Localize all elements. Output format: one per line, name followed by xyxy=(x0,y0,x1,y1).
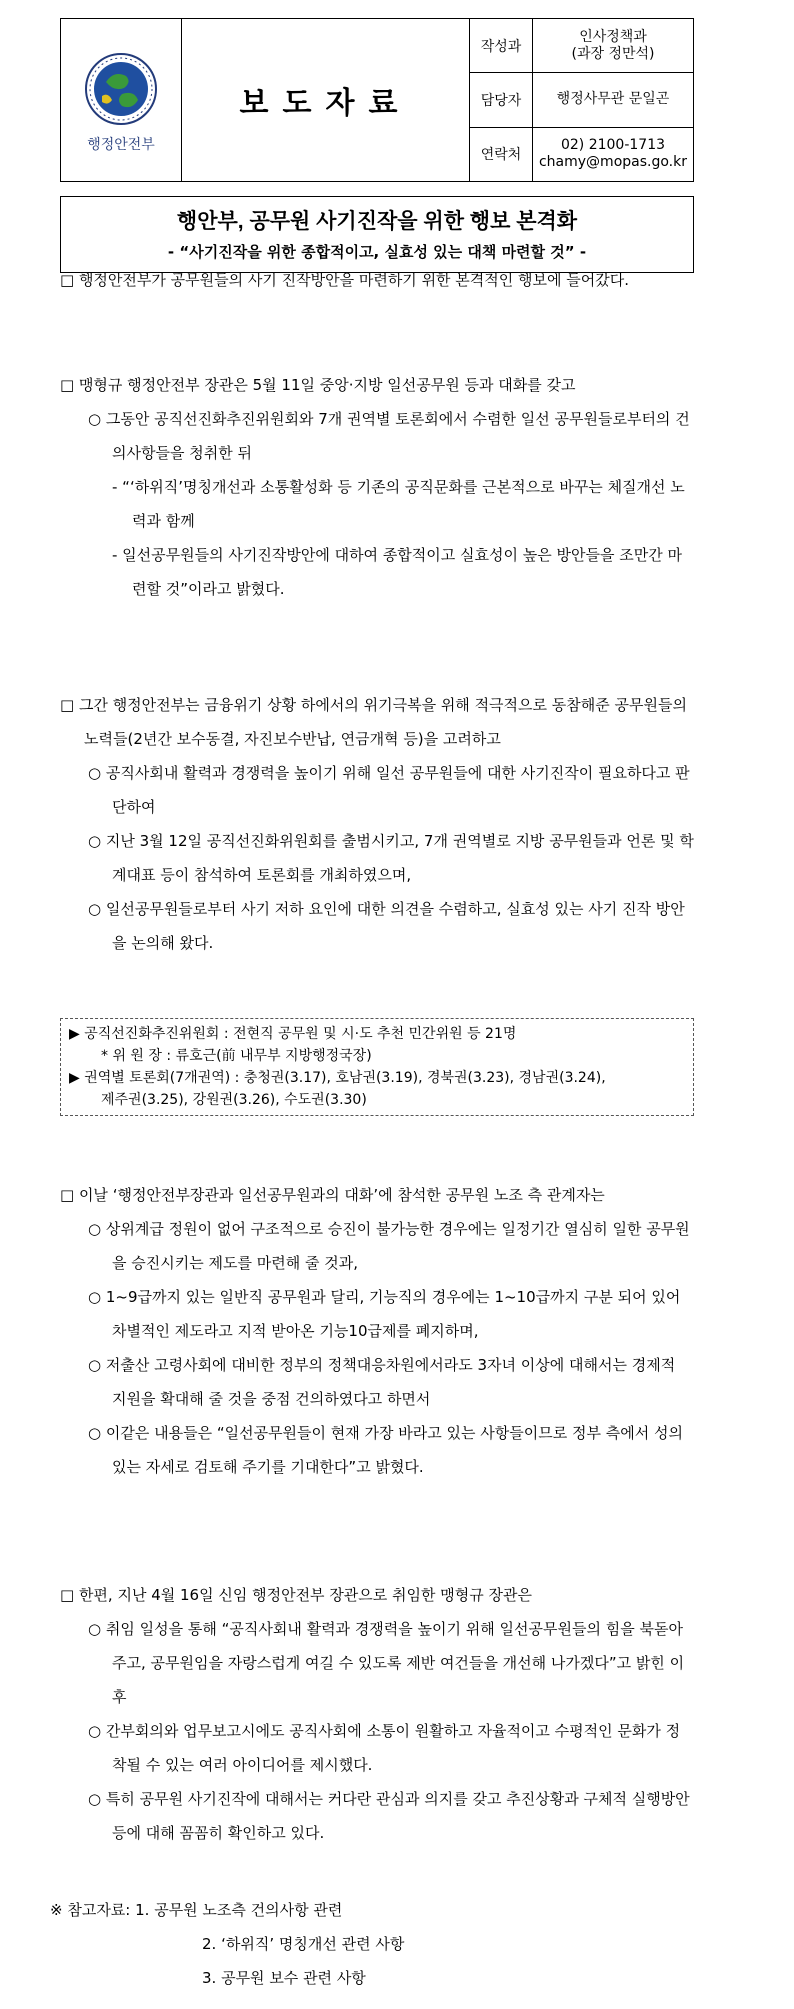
note-line: ▶ 공직선진화추진위원회 : 전현직 공무원 및 시·도 추천 민간위원 등 21명 xyxy=(69,1026,517,1042)
contact-info-value: 02) 2100-1713 chamy@mopas.go.kr xyxy=(533,127,694,181)
headline-box xyxy=(60,196,694,273)
paragraph: ○ 특히 공무원 사기진작에 대해서는 커다란 관심과 의지를 갖고 추진상황과 구체적 실행방안 등에 대해 꼼꼼히 확인하고 있다. xyxy=(88,1790,690,1842)
section-5 xyxy=(60,1578,694,1850)
paragraph: ○ 1~9급까지 있는 일반직 공무원과 달리, 기능직의 경우에는 1~10급까지 구분 되어 있어 차별적인 제도라고 지적 받아온 기능10급제를 폐지하며, xyxy=(88,1288,681,1340)
paragraph: □ 그간 행정안전부는 금융위기 상황 하에서의 위기극복을 위해 적극적으로 동참해준 공무원들의 노력들(2년간 보수동결, 자진보수반납, 연금개혁 등)을 고려하고 xyxy=(60,696,687,748)
document-title: 보도자료 xyxy=(182,19,470,182)
paragraph: - 일선공무원들의 사기진작방안에 대하여 종합적이고 실효성이 높은 방안들을 조만간 마련할 것”이라고 밝혔다. xyxy=(112,546,682,598)
paragraph: ○ 공직사회내 활력과 경쟁력을 높이기 위해 일선 공무원들에 대한 사기진작이 필요하다고 판단하여 xyxy=(88,764,690,816)
reference-item: 2. ‘하위직’ 명칭개선 관련 사항 xyxy=(202,1935,405,1953)
references xyxy=(50,1893,710,1995)
headline: 행안부, 공무원 사기진작을 위한 행보 본격화 xyxy=(176,210,578,233)
contact-person-value: 행정사무관 문일곤 xyxy=(533,73,694,127)
org-name: 행정안전부 xyxy=(87,137,155,153)
header-table xyxy=(60,18,694,182)
paragraph: □ 한편, 지난 4월 16일 신임 행정안전부 장관으로 취임한 맹형규 장관은 xyxy=(60,1586,532,1604)
section-1 xyxy=(60,263,694,297)
paragraph: ○ 그동안 공직선진화추진위원회와 7개 권역별 토론회에서 수렴한 일선 공무원들로부터의 건의사항들을 청취한 뒤 xyxy=(88,410,690,462)
reference-item: 3. 공무원 보수 관련 사항 xyxy=(202,1969,366,1987)
author-dept-value: 인사정책과 (과장 정만석) xyxy=(533,19,694,73)
section-3 xyxy=(60,688,694,960)
paragraph: - “‘하위직’명칭개선과 소통활성화 등 기존의 공직문화를 근본적으로 바꾸는 체질개선 노력과 함께 xyxy=(112,478,685,530)
section-2 xyxy=(60,368,694,606)
reference-lead: ※ 참고자료: 1. 공무원 노조측 건의사항 관련 xyxy=(50,1901,343,1919)
ministry-logo-icon xyxy=(84,52,158,126)
paragraph: ○ 저출산 고령사회에 대비한 정부의 정책대응차원에서라도 3자녀 이상에 대해서는 경제적 지원을 확대해 줄 것을 중점 건의하였다고 하면서 xyxy=(88,1356,676,1408)
paragraph: □ 행정안전부가 공무원들의 사기 진작방안을 마련하기 위한 본격적인 행보에 들어갔다. xyxy=(60,271,630,289)
note-line: 제주권(3.25), 강원권(3.26), 수도권(3.30) xyxy=(101,1092,367,1108)
note-line: * 위 원 장 : 류호근(前 내무부 지방행정국장) xyxy=(101,1048,372,1064)
paragraph: ○ 일선공무원들로부터 사기 저하 요인에 대한 의견을 수렴하고, 실효성 있는 사기 진작 방안을 논의해 왔다. xyxy=(88,900,685,952)
paragraph: ○ 취임 일성을 통해 “공직사회내 활력과 경쟁력을 높이기 위해 일선공무원들의 힘을 북돋아 주고, 공무원임을 자랑스럽게 여길 수 있도록 제반 여건들을 개선해 나가겠다”고 밝힌 이후 xyxy=(88,1620,685,1706)
contact-person-label: 담당자 xyxy=(470,73,533,127)
paragraph: ○ 상위계급 정원이 없어 구조적으로 승진이 불가능한 경우에는 일정기간 열심히 일한 공무원을 승진시키는 제도를 마련해 줄 것과, xyxy=(88,1220,690,1272)
paragraph: ○ 이같은 내용들은 “일선공무원들이 현재 가장 바라고 있는 사항들이므로 정부 측에서 성의 있는 자세로 검토해 주기를 기대한다”고 밝혔다. xyxy=(88,1424,683,1476)
press-release-page xyxy=(50,18,694,1987)
note-box xyxy=(60,1018,694,1116)
note-line: ▶ 권역별 토론회(7개권역) : 충청권(3.17), 호남권(3.19), 경북권(3.23), 경남권(3.24), xyxy=(69,1070,606,1086)
subheadline: - “사기진작을 위한 종합적이고, 실효성 있는 대책 마련할 것” - xyxy=(167,243,587,261)
contact-info-label: 연락처 xyxy=(470,127,533,181)
paragraph: □ 맹형규 행정안전부 장관은 5월 11일 중앙·지방 일선공무원 등과 대화를 갖고 xyxy=(60,376,576,394)
paragraph: ○ 지난 3월 12일 공직선진화위원회를 출범시키고, 7개 권역별로 지방 공무원들과 언론 및 학계대표 등이 참석하여 토론회를 개최하였으며, xyxy=(88,832,694,884)
paragraph: ○ 간부회의와 업무보고시에도 공직사회에 소통이 원활하고 자율적이고 수평적인 문화가 정착될 수 있는 여러 아이디어를 제시했다. xyxy=(88,1722,681,1774)
paragraph: □ 이날 ‘행정안전부장관과 일선공무원과의 대화’에 참석한 공무원 노조 측 관계자는 xyxy=(60,1186,605,1204)
logo-cell xyxy=(61,19,182,182)
author-dept-label: 작성과 xyxy=(470,19,533,73)
section-4 xyxy=(60,1178,694,1484)
